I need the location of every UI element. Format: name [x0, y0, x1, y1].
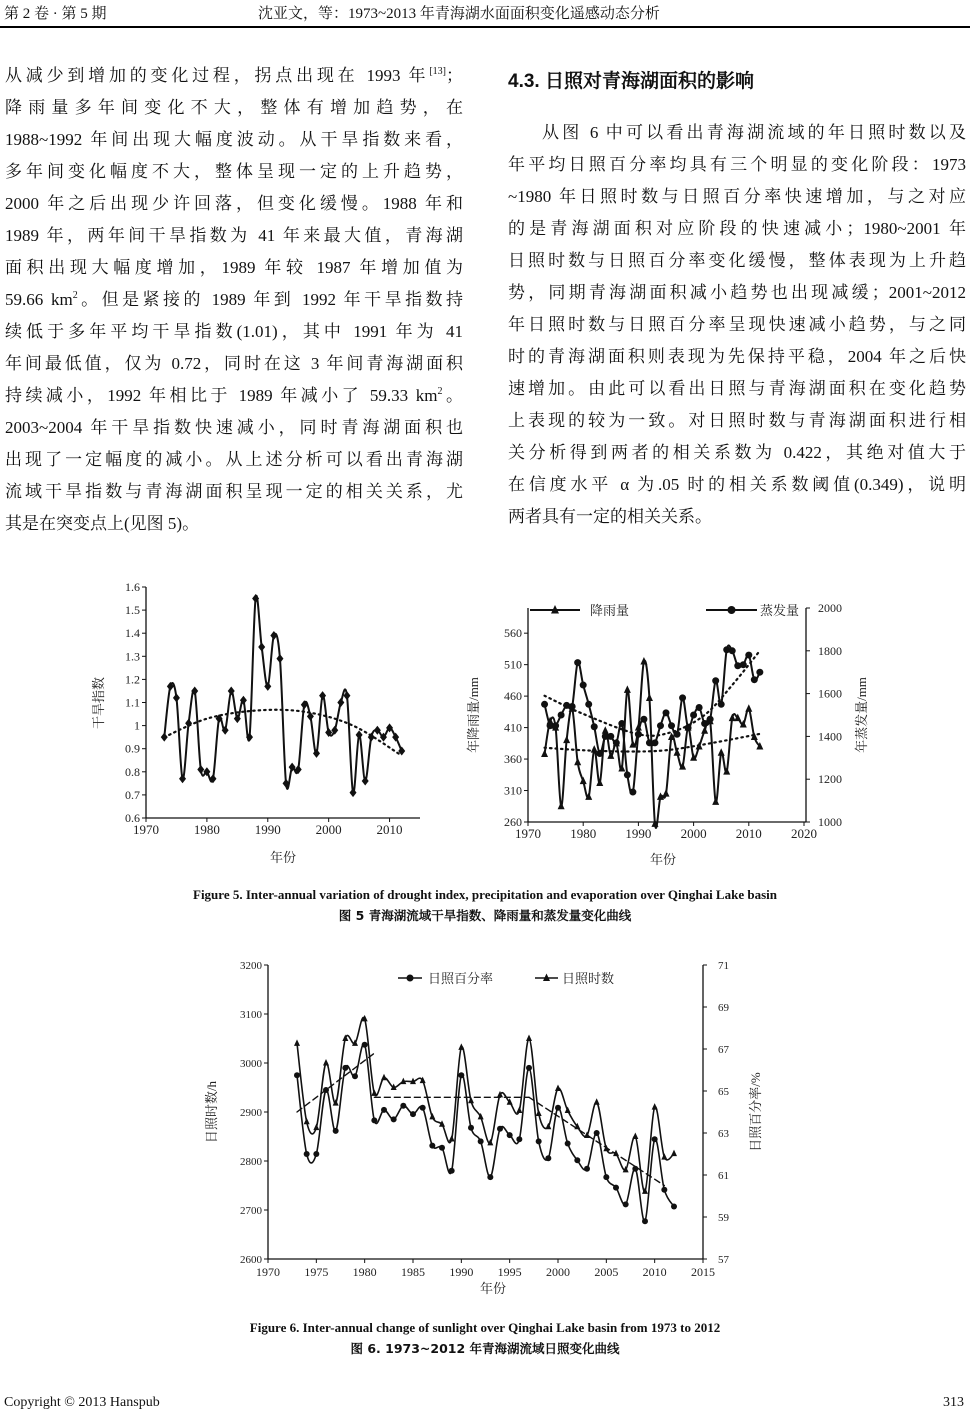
data-point: [646, 694, 653, 702]
text-segment: 从图 6 中可以看出青海湖流域的年日照时数以及: [542, 123, 966, 142]
data-point: [745, 704, 752, 712]
data-point: [371, 1089, 377, 1096]
data-point: [552, 722, 559, 729]
data-point: [313, 1151, 319, 1157]
y-tick-label: 0.9: [125, 741, 140, 756]
data-point: [629, 789, 636, 796]
text-segment: 关分析得到两者的相关系数为 0.422，其绝对值大于: [508, 443, 966, 462]
y-tick-label-right: 1000: [818, 815, 842, 829]
data-point: [516, 1136, 522, 1142]
data-point: [580, 682, 587, 689]
data-point: [356, 730, 363, 739]
text-segment: 时的青海湖面积则表现为先保持平稳，2004 年之后快: [508, 347, 966, 366]
data-point: [362, 1042, 368, 1048]
x-tick-label: 1990: [449, 1265, 474, 1279]
section-heading-4-3: 4.3. 日照对青海湖面积的影响: [508, 71, 754, 92]
data-point: [350, 788, 357, 797]
data-point: [632, 1133, 638, 1140]
data-point: [516, 1107, 522, 1114]
y-tick-label: 260: [504, 815, 522, 829]
y-tick-label-right: 63: [718, 1128, 729, 1140]
data-point: [294, 1039, 300, 1046]
data-point: [333, 1128, 339, 1134]
data-point: [276, 654, 283, 663]
chart-1: [91, 580, 420, 865]
y-tick-label: 560: [504, 626, 522, 641]
chart-2: [466, 601, 869, 867]
data-point: [718, 701, 725, 708]
data-point: [623, 1201, 629, 1207]
data-point: [668, 722, 675, 729]
data-point: [536, 1138, 542, 1144]
data-point: [526, 1035, 532, 1042]
data-point: [420, 1105, 426, 1111]
y-tick-label-right: 1200: [818, 772, 842, 787]
x-tick-label: 1990: [625, 826, 652, 841]
data-point: [569, 703, 576, 710]
data-point: [729, 647, 736, 654]
y-tick-label: 0.6: [125, 811, 140, 825]
data-point: [613, 1185, 619, 1191]
data-point: [362, 777, 369, 786]
y-axis-label-right: 日照百分率/%: [748, 1072, 763, 1152]
figure6-caption-en: Figure 6. Inter-annual change of sunlight over Qinghai Lake basin from 1973 to 2012: [249, 1320, 721, 1335]
data-point: [652, 1103, 658, 1110]
y-axis-label: 日照时数/h: [204, 1080, 219, 1144]
data-point: [507, 1132, 513, 1138]
data-point: [574, 1157, 580, 1163]
legend-label: 日照百分率: [428, 971, 494, 986]
y-tick-label: 510: [504, 657, 522, 672]
x-tick-label: 1980: [193, 822, 220, 837]
y-tick-label: 2800: [240, 1156, 262, 1168]
data-point: [323, 1087, 329, 1093]
data-point: [541, 750, 548, 758]
legend-label: 降雨量: [590, 603, 630, 618]
data-point: [400, 1103, 406, 1109]
data-point: [429, 1113, 435, 1120]
text-segment: 。但是紧接的 1989 年到 1992 年干旱指数持: [77, 290, 463, 309]
data-point: [607, 733, 614, 740]
data-point: [294, 1072, 300, 1078]
data-point: [574, 659, 581, 666]
data-point: [352, 1073, 358, 1079]
superscript: [13]: [429, 66, 446, 77]
y-tick-label: 2700: [240, 1205, 262, 1217]
running-header-title: 沈亚文，等：1973~2013 年青海湖水面面积变化遥感动态分析: [258, 6, 660, 22]
data-point: [640, 657, 647, 665]
data-point: [594, 1130, 600, 1136]
trend-line: [529, 1097, 664, 1185]
figure6-caption-zh: 图 6. 1973~2012 年青海湖流域日照变化曲线: [350, 1341, 620, 1356]
data-point: [652, 1136, 658, 1142]
y-tick-label: 2900: [240, 1107, 262, 1119]
data-point: [613, 739, 620, 746]
y-tick-label: 360: [504, 752, 522, 767]
data-point: [685, 724, 692, 731]
data-point: [342, 1065, 348, 1071]
running-header-issue: 第 2 卷 · 第 5 期: [4, 6, 107, 22]
figure5-caption-en: Figure 5. Inter-annual variation of drought index, precipitation and evaporation over Qinghai Lake basin: [193, 887, 777, 902]
data-point: [536, 1109, 542, 1116]
footer-copyright: Copyright © 2013 Hanspub: [4, 1395, 160, 1410]
y-tick-label: 3200: [240, 960, 262, 972]
text-segment: 2000 年之后出现少许回落，但变化缓慢。1988 年和: [5, 194, 463, 213]
y-tick-label: 1.5: [125, 603, 140, 618]
data-point: [555, 1084, 561, 1091]
text-segment: 在信度水平 α 为.05 时的相关系数阈值(0.349)，说明: [508, 475, 966, 494]
data-point: [558, 802, 565, 810]
text-segment: 2003~2004 年干旱指数快速减小，同时青海湖面积也: [5, 418, 463, 437]
data-point: [718, 748, 725, 756]
data-point: [728, 606, 736, 614]
data-point: [661, 1153, 667, 1160]
y-tick-label: 1.4: [125, 626, 140, 641]
x-tick-label: 1970: [133, 822, 159, 837]
data-point: [580, 777, 587, 785]
data-point: [565, 1107, 571, 1114]
y-tick-label-right: 61: [718, 1170, 729, 1182]
x-tick-label: 1990: [254, 822, 281, 837]
data-point: [381, 1074, 387, 1081]
data-point: [751, 676, 758, 683]
data-point: [449, 1135, 455, 1142]
y-tick-label-right: 71: [718, 960, 729, 972]
data-point: [740, 661, 747, 668]
data-point: [304, 1151, 310, 1157]
data-point: [663, 709, 670, 716]
y-tick-label-right: 67: [718, 1044, 729, 1056]
x-tick-label: 2000: [546, 1265, 570, 1279]
text-segment: 速增加。由此可以看出日照与青海湖面积在变化趋势: [508, 379, 966, 398]
y-tick-label: 460: [504, 689, 522, 704]
data-point: [497, 1126, 503, 1132]
data-point: [585, 701, 592, 708]
data-point: [584, 1166, 590, 1172]
data-point: [594, 1098, 600, 1105]
text-segment: 1988~1992 年间出现大幅度波动。从干旱指数来看，: [5, 130, 463, 149]
data-point: [635, 731, 642, 738]
data-point: [707, 716, 714, 723]
text-segment: ；: [446, 66, 463, 85]
y-tick-label: 2600: [240, 1254, 262, 1266]
text-segment: 年日照时数与日照百分率呈现快速减小趋势，与之同: [508, 315, 966, 334]
text-segment: 出现了一定幅度的减小。从上述分析可以看出青海湖: [5, 450, 463, 469]
text-segment: 的是青海湖面积对应阶段的快速减小；1980~2001 年: [508, 219, 966, 238]
text-segment: 续低于多年平均干旱指数(1.01)，其中 1991 年为 41: [5, 322, 463, 341]
data-point: [407, 975, 414, 982]
data-point: [313, 1124, 319, 1131]
data-point: [624, 771, 631, 778]
x-tick-label: 2020: [791, 826, 817, 841]
data-point: [323, 1059, 329, 1066]
footer-page-number: 313: [943, 1395, 964, 1410]
series-diamond: [161, 594, 405, 797]
y-tick-label-right: 2000: [818, 601, 842, 615]
y-tick-label: 410: [504, 720, 522, 735]
data-point: [304, 1118, 310, 1125]
data-point: [651, 739, 658, 746]
y-tick-label: 1: [134, 718, 140, 733]
text-segment: 年间最低值，仅为 0.72，同时在这 3 年间青海湖面积: [5, 354, 463, 373]
chart-3: [204, 960, 763, 1296]
data-point: [701, 720, 708, 727]
text-segment: 势，同期青海湖面积减小趋势也出现减缓；2001~2012: [508, 283, 966, 302]
data-point: [478, 1138, 484, 1144]
data-point: [439, 1145, 445, 1151]
y-tick-label-right: 1600: [818, 686, 842, 701]
text-segment: 年平均日照百分率均具有三个明显的变化阶段：1973: [508, 155, 966, 174]
y-tick-label-right: 1400: [818, 729, 842, 744]
data-point: [674, 731, 681, 738]
x-tick-label: 1970: [515, 826, 541, 841]
text-segment: ~1980 年日照时数与日照百分率快速增加，与之对应: [508, 187, 966, 206]
data-point: [602, 726, 609, 734]
data-point: [270, 631, 277, 640]
data-point: [712, 797, 719, 805]
y-axis-label: 年降雨量/mm: [466, 677, 481, 753]
x-tick-label: 1980: [570, 826, 597, 841]
data-point: [545, 1123, 551, 1130]
data-point: [541, 701, 548, 708]
y-tick-label-right: 65: [718, 1086, 729, 1098]
data-point: [603, 1174, 609, 1180]
data-point: [745, 652, 752, 659]
x-axis-label: 年份: [649, 852, 677, 867]
data-point: [671, 1150, 677, 1157]
y-axis-label: 干旱指数: [91, 676, 106, 730]
data-point: [584, 1132, 590, 1139]
data-point: [642, 1218, 648, 1224]
y-tick-label: 0.8: [125, 764, 140, 779]
data-point: [468, 1125, 474, 1131]
data-point: [624, 685, 631, 693]
data-point: [173, 693, 180, 702]
data-point: [563, 736, 570, 744]
text-segment: 流域干旱指数与青海湖面积呈现一定的相关关系，尤: [5, 482, 463, 501]
x-tick-label: 2005: [594, 1265, 619, 1279]
data-point: [756, 669, 763, 676]
figure5-caption-zh: 图 5 青海湖流域干旱指数、降雨量和蒸发量变化曲线: [338, 908, 632, 923]
text-segment: 面积出现大幅度增加，1989 年较 1987 年增加值为: [5, 258, 463, 277]
data-point: [574, 758, 581, 766]
text-segment: 日照时数与日照百分率变化缓慢，整体表现为上升趋: [508, 251, 966, 270]
text-segment: 上表现的较为一致。对日照时数与青海湖面积进行相: [508, 411, 966, 430]
text-segment: 1989 年，两年间干旱指数为 41 年来最大值，青海湖: [5, 226, 463, 245]
text-segment: 两者具有一定的相关关系。: [508, 507, 712, 526]
legend-label: 日照时数: [562, 971, 615, 986]
y-tick-label-right: 59: [718, 1212, 729, 1224]
data-point: [410, 1111, 416, 1117]
data-point: [618, 720, 625, 727]
data-point: [458, 1043, 464, 1050]
data-point: [337, 698, 344, 707]
text-segment: 其是在突变点上(见图 5)。: [5, 514, 200, 533]
x-tick-label: 2015: [691, 1265, 715, 1279]
x-tick-label: 1985: [401, 1265, 425, 1279]
data-point: [458, 1072, 464, 1078]
data-point: [487, 1174, 493, 1180]
y-tick-label-right: 69: [718, 1002, 729, 1014]
data-point: [696, 704, 703, 711]
data-point: [661, 1187, 667, 1193]
y-tick-label: 310: [504, 783, 522, 798]
data-point: [161, 733, 168, 742]
x-tick-label: 2010: [642, 1265, 667, 1279]
x-tick-label: 1975: [304, 1265, 329, 1279]
data-point: [258, 643, 265, 652]
data-point: [690, 712, 697, 719]
data-point: [591, 723, 598, 730]
data-point: [640, 716, 647, 723]
legend-label: 蒸发量: [760, 603, 800, 618]
data-point: [179, 774, 186, 783]
data-point: [565, 1141, 571, 1147]
data-point: [526, 1065, 532, 1071]
data-point: [555, 1105, 561, 1111]
data-point: [497, 1091, 503, 1098]
data-point: [679, 694, 686, 701]
data-point: [391, 1116, 397, 1122]
y-tick-label: 1.6: [125, 580, 140, 594]
text-segment: 59.66 km: [5, 290, 73, 309]
data-point: [657, 722, 664, 729]
data-point: [429, 1143, 435, 1149]
text-segment: 持续减小，1992 年相比于 1989 年减小了 59.33 km: [5, 386, 438, 405]
x-tick-label: 1980: [352, 1265, 377, 1279]
x-tick-label: 1995: [497, 1265, 522, 1279]
text-segment: 从减少到增加的变化过程，拐点出现在 1993 年: [5, 66, 430, 85]
y-axis-label-right: 年蒸发量/mm: [854, 677, 869, 753]
text-segment: 。: [442, 386, 463, 405]
data-point: [449, 1168, 455, 1174]
data-point: [545, 1155, 551, 1161]
data-point: [671, 1204, 677, 1210]
data-point: [712, 677, 719, 684]
data-point: [596, 778, 603, 786]
data-point: [558, 712, 565, 719]
data-point: [663, 789, 670, 797]
data-point: [674, 748, 681, 756]
x-axis-label: 年份: [479, 1281, 507, 1296]
y-tick-label: 1.3: [125, 649, 140, 664]
data-point: [696, 742, 703, 750]
y-tick-label-right: 1800: [818, 643, 842, 658]
series-line: [164, 596, 401, 793]
y-tick-label: 1.2: [125, 672, 140, 687]
data-point: [632, 1166, 638, 1172]
data-point: [596, 750, 603, 757]
data-point: [381, 1107, 387, 1113]
x-tick-label: 2000: [680, 826, 707, 841]
y-tick-label: 3000: [240, 1058, 262, 1070]
data-point: [371, 1117, 377, 1123]
x-tick-label: 2010: [376, 822, 403, 837]
y-tick-label-right: 57: [718, 1254, 729, 1266]
superscript: 2: [72, 290, 78, 301]
text-segment: 降雨量多年间变化不大，整体有增加趋势，在: [5, 98, 463, 117]
superscript: 2: [437, 386, 443, 397]
y-tick-label: 3100: [240, 1009, 262, 1021]
x-tick-label: 2000: [315, 822, 342, 837]
x-axis-label: 年份: [269, 850, 297, 865]
y-tick-label: 0.7: [125, 787, 140, 802]
x-tick-label: 1970: [256, 1265, 280, 1279]
y-tick-label: 1.1: [125, 695, 140, 710]
data-point: [603, 1145, 609, 1152]
data-point: [197, 765, 204, 774]
data-point: [701, 726, 708, 734]
text-segment: 多年间变化幅度不大，整体呈现一定的上升趋势，: [5, 162, 463, 181]
x-tick-label: 2010: [735, 826, 762, 841]
